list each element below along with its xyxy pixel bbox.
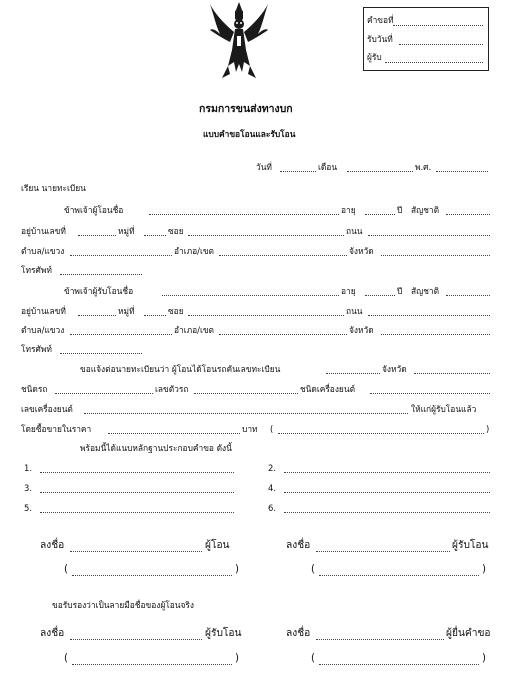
engine-type-label: ชนิดเครื่องยนต์ <box>300 384 356 394</box>
received-date-field[interactable] <box>399 44 483 45</box>
transferor-house-label: อยู่บ้านเลขที่ <box>21 226 66 236</box>
salutation: เรียน นายทะเบียน <box>21 183 86 193</box>
attachment-3-label: 3. <box>24 483 32 493</box>
date-year-field[interactable] <box>436 171 488 172</box>
transferor-district-label: อำเภอ/เขต <box>174 246 214 256</box>
vehicle-province-label: จังหวัด <box>382 364 407 374</box>
transferred-to-text: ให้แก่ผู้รับโอนแล้ว <box>411 404 477 414</box>
price-words-open-paren: ( <box>270 424 274 434</box>
transferee-print-close-paren: ) <box>482 564 486 575</box>
transferee-print-name-field[interactable] <box>319 575 479 576</box>
certifier-print-close-paren: ) <box>235 653 239 664</box>
transferee-role-label: ผู้รับโอน <box>452 540 489 551</box>
transferee-phone-label: โทรศัพท์ <box>21 344 52 354</box>
attachments-heading: พร้อมนี้ได้แนบหลักฐานประกอบคำขอ ดังนี้ <box>80 443 232 453</box>
transferee-year-unit: ปี <box>397 286 403 296</box>
sign-label-transferor: ลงชื่อ <box>40 540 65 551</box>
certifier-role-label: ผู้รับโอน <box>205 628 242 639</box>
attachment-3-field[interactable] <box>40 492 234 493</box>
request-no-field[interactable] <box>393 25 483 26</box>
transferor-signature-field[interactable] <box>70 551 202 552</box>
transferor-year-unit: ปี <box>397 205 403 215</box>
notify-text: ขอแจ้งต่อนายทะเบียนว่า ผู้โอนได้โอนรถคันเลขทะเบียน <box>80 364 281 374</box>
transferor-soi-label: ซอย <box>168 226 184 236</box>
transferee-signature-field[interactable] <box>316 551 450 552</box>
transferee-house-label: อยู่บ้านเลขที่ <box>21 306 66 316</box>
sign-label-transferee: ลงชื่อ <box>286 540 311 551</box>
transferor-nationality-field[interactable] <box>446 214 490 215</box>
attachment-5-field[interactable] <box>40 512 234 513</box>
applicant-print-close-paren: ) <box>482 653 486 664</box>
transferor-phone-label: โทรศัพท์ <box>21 265 52 275</box>
date-month-label: เดือน <box>318 162 338 172</box>
transferee-moo-field[interactable] <box>144 315 166 316</box>
transferor-name-field[interactable] <box>149 214 339 215</box>
attachment-1-field[interactable] <box>40 472 234 473</box>
sign-label-certifier: ลงชื่อ <box>40 628 65 639</box>
applicant-print-open-paren: ( <box>311 653 315 664</box>
transferor-province-field[interactable] <box>381 255 490 256</box>
attachment-6-label: 6. <box>268 503 276 513</box>
attachment-4-label: 4. <box>268 483 276 493</box>
transferee-soi-label: ซอย <box>168 306 184 316</box>
form-title: แบบคำขอโอนและรับโอน <box>203 129 296 139</box>
transferee-name-label: ข้าพเจ้าผู้รับโอนชื่อ <box>64 286 134 296</box>
transferor-moo-label: หมู่ที่ <box>118 226 135 236</box>
transferor-district-field[interactable] <box>219 255 347 256</box>
transferor-print-open-paren: ( <box>64 564 68 575</box>
chassis-no-field[interactable] <box>194 393 298 394</box>
transferor-moo-field[interactable] <box>144 235 166 236</box>
applicant-print-name-field[interactable] <box>319 664 479 665</box>
price-words-close-paren: ) <box>486 424 490 434</box>
transferee-nationality-field[interactable] <box>446 295 490 296</box>
transferee-district-label: อำเภอ/เขต <box>174 325 214 335</box>
transferee-soi-field[interactable] <box>188 315 344 316</box>
engine-no-field[interactable] <box>84 413 408 414</box>
applicant-role-label: ผู้ยื่นคำขอ <box>446 628 491 639</box>
transferee-road-label: ถนน <box>346 306 363 316</box>
transferor-subdistrict-label: ตำบล/แขวง <box>21 246 65 256</box>
transferee-province-label: จังหวัด <box>349 325 374 335</box>
transferee-province-field[interactable] <box>381 334 490 335</box>
transferor-road-label: ถนน <box>346 226 363 236</box>
price-words-field[interactable] <box>278 433 484 434</box>
transferee-name-field[interactable] <box>162 295 339 296</box>
plate-no-field[interactable] <box>326 373 380 374</box>
receiver-label: ผู้รับ <box>367 52 382 62</box>
transferee-phone-field[interactable] <box>60 353 142 354</box>
transferee-age-label: อายุ <box>341 286 356 296</box>
transferee-print-open-paren: ( <box>311 564 315 575</box>
department-title: กรมการขนส่งทางบก <box>199 103 293 115</box>
transferee-subdistrict-label: ตำบล/แขวง <box>21 325 65 335</box>
transferor-province-label: จังหวัด <box>349 246 374 256</box>
car-type-field[interactable] <box>55 393 153 394</box>
car-type-label: ชนิดรถ <box>21 384 48 394</box>
attachment-4-field[interactable] <box>284 492 490 493</box>
date-day-field[interactable] <box>280 171 316 172</box>
transferor-role-label: ผู้โอน <box>205 540 230 551</box>
sale-price-field[interactable] <box>108 433 240 434</box>
transferor-subdistrict-field[interactable] <box>70 255 172 256</box>
transferee-subdistrict-field[interactable] <box>70 334 172 335</box>
vehicle-province-field[interactable] <box>414 373 490 374</box>
sale-price-label: โดยซื้อขายในราคา <box>21 424 92 434</box>
transferee-house-field[interactable] <box>78 315 116 316</box>
received-date-label: รับวันที่ <box>367 34 393 44</box>
transferee-moo-label: หมู่ที่ <box>118 306 135 316</box>
transferor-nationality-label: สัญชาติ <box>411 205 440 215</box>
certifier-signature-field[interactable] <box>70 639 202 640</box>
transferor-print-name-field[interactable] <box>72 575 232 576</box>
transferee-road-field[interactable] <box>368 315 490 316</box>
transferor-age-field[interactable] <box>365 214 395 215</box>
transferor-phone-field[interactable] <box>60 274 142 275</box>
date-year-label: พ.ศ. <box>415 162 432 172</box>
certify-text: ขอรับรองว่าเป็นลายมือชื่อของผู้โอนจริง <box>52 600 195 610</box>
transferee-nationality-label: สัญชาติ <box>411 286 440 296</box>
transferor-print-close-paren: ) <box>235 564 239 575</box>
certifier-print-open-paren: ( <box>64 653 68 664</box>
transferor-house-field[interactable] <box>78 235 116 236</box>
receiver-field[interactable] <box>385 62 483 63</box>
sign-label-applicant: ลงชื่อ <box>286 628 311 639</box>
transferee-age-field[interactable] <box>365 295 395 296</box>
applicant-signature-field[interactable] <box>316 639 444 640</box>
attachment-2-field[interactable] <box>284 472 490 473</box>
garuda-emblem-icon <box>208 0 270 82</box>
transferor-soi-field[interactable] <box>188 235 344 236</box>
baht-label: บาท <box>242 424 258 434</box>
certifier-print-name-field[interactable] <box>72 664 232 665</box>
transferor-age-label: อายุ <box>341 205 356 215</box>
attachment-5-label: 5. <box>24 503 32 513</box>
attachment-6-field[interactable] <box>284 512 490 513</box>
transferor-road-field[interactable] <box>368 235 490 236</box>
transferee-district-field[interactable] <box>219 334 347 335</box>
attachment-1-label: 1. <box>24 463 32 473</box>
transferor-name-label: ข้าพเจ้าผู้โอนชื่อ <box>64 205 124 215</box>
engine-no-label: เลขเครื่องยนต์ <box>21 404 73 414</box>
date-day-label: วันที่ <box>256 162 272 172</box>
chassis-no-label: เลขตัวรถ <box>155 384 189 394</box>
date-month-field[interactable] <box>347 171 413 172</box>
engine-type-field[interactable] <box>370 393 490 394</box>
request-no-label: คำขอที่ <box>367 15 394 25</box>
attachment-2-label: 2. <box>268 463 276 473</box>
